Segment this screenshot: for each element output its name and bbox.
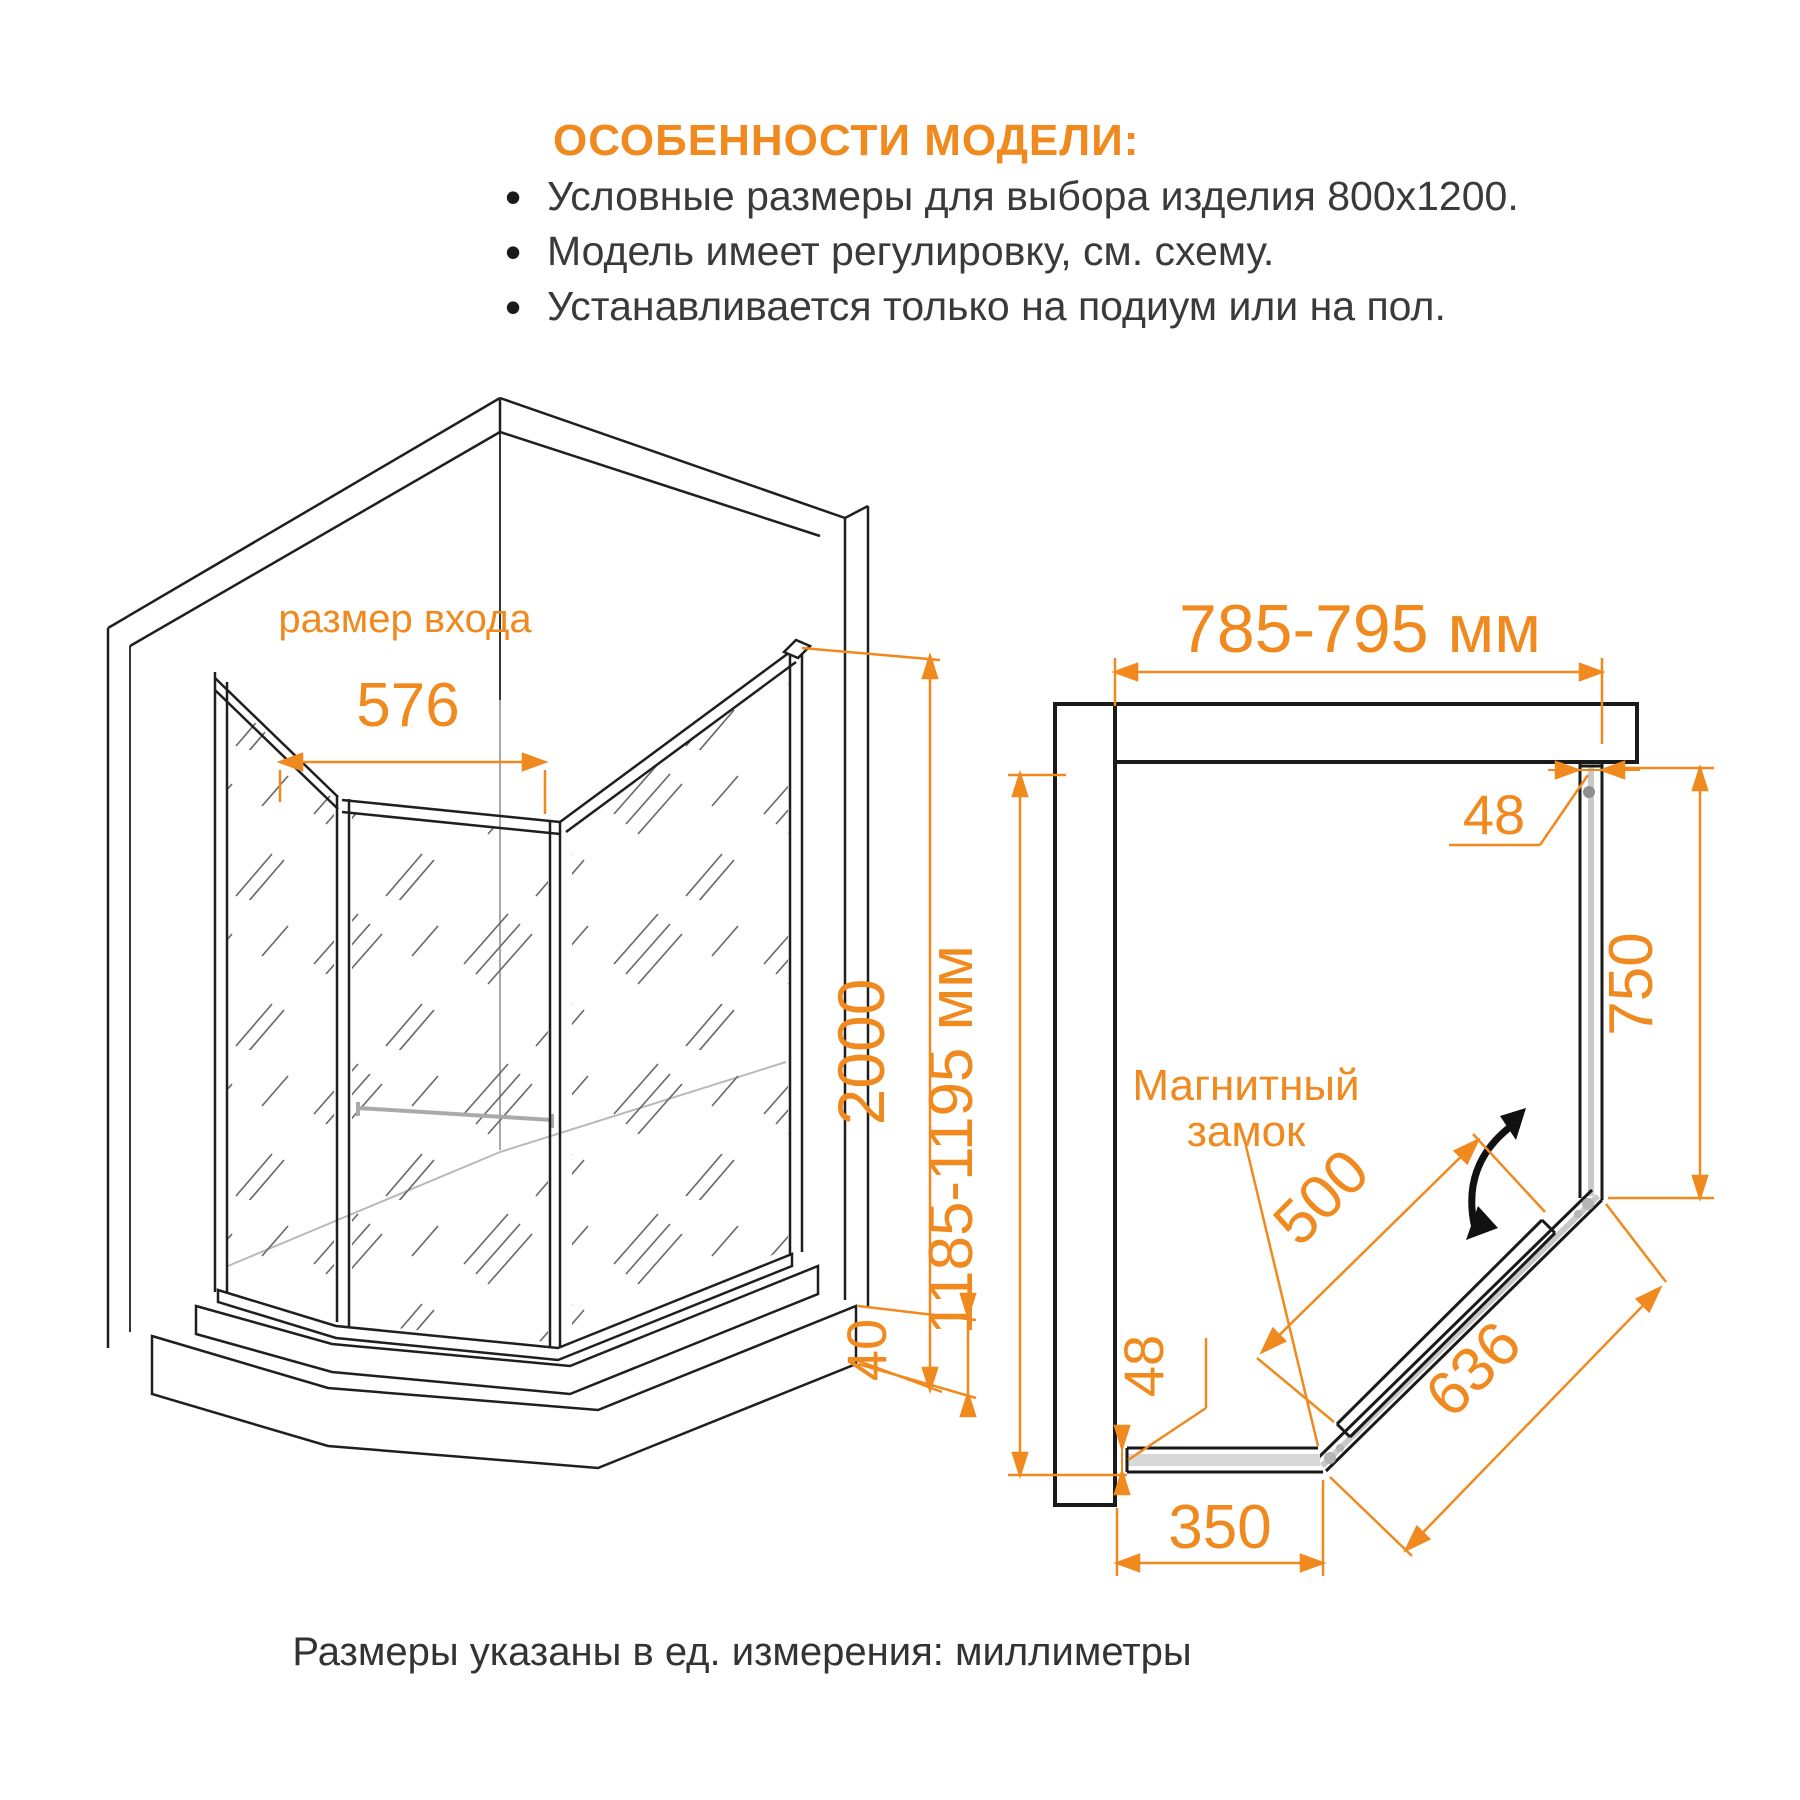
lock-label-line2: замок [1186, 1107, 1306, 1156]
units-note: Размеры указаны в ед. измерения: миллиметры [292, 1630, 1192, 1674]
profile-top-label: 48 [1462, 783, 1526, 846]
diagonal-label: 636 [1412, 1308, 1535, 1431]
glass-door-panel [352, 812, 548, 1342]
feature-item: • Условные размеры для выбора изделия 800х1200. [505, 176, 1519, 217]
feature-item: • Устанавливается только на подиум или на пол. [505, 286, 1519, 327]
isometric-view [108, 398, 976, 1468]
feature-item: • Модель имеет регулировку, см. схему. [505, 231, 1519, 272]
door-leaf-label: 500 [1260, 1136, 1383, 1259]
door-swing-arrow [1466, 1108, 1526, 1240]
profile-bottom-label: 48 [1112, 1334, 1175, 1398]
entrance-width-label: 576 [356, 671, 460, 740]
width-label: 785-795 мм [1179, 591, 1541, 667]
pivot-dot [1583, 786, 1595, 798]
plan-bottom-panel [1127, 1448, 1323, 1472]
page-title: ОСОБЕННОСТИ МОДЕЛИ: [553, 116, 1140, 165]
entrance-label: размер входа [278, 597, 532, 641]
glass-side-panel [572, 668, 788, 1344]
height-label: 2000 [824, 978, 898, 1126]
lock-label-line1: Магнитный [1132, 1061, 1360, 1110]
podium-height-label: 40 [835, 1318, 898, 1382]
plan-view [917, 591, 1714, 1576]
side-panel-label: 750 [1597, 932, 1666, 1036]
bottom-panel-label: 350 [1168, 1493, 1272, 1562]
depth-label: 1185-1195 мм [917, 945, 986, 1335]
